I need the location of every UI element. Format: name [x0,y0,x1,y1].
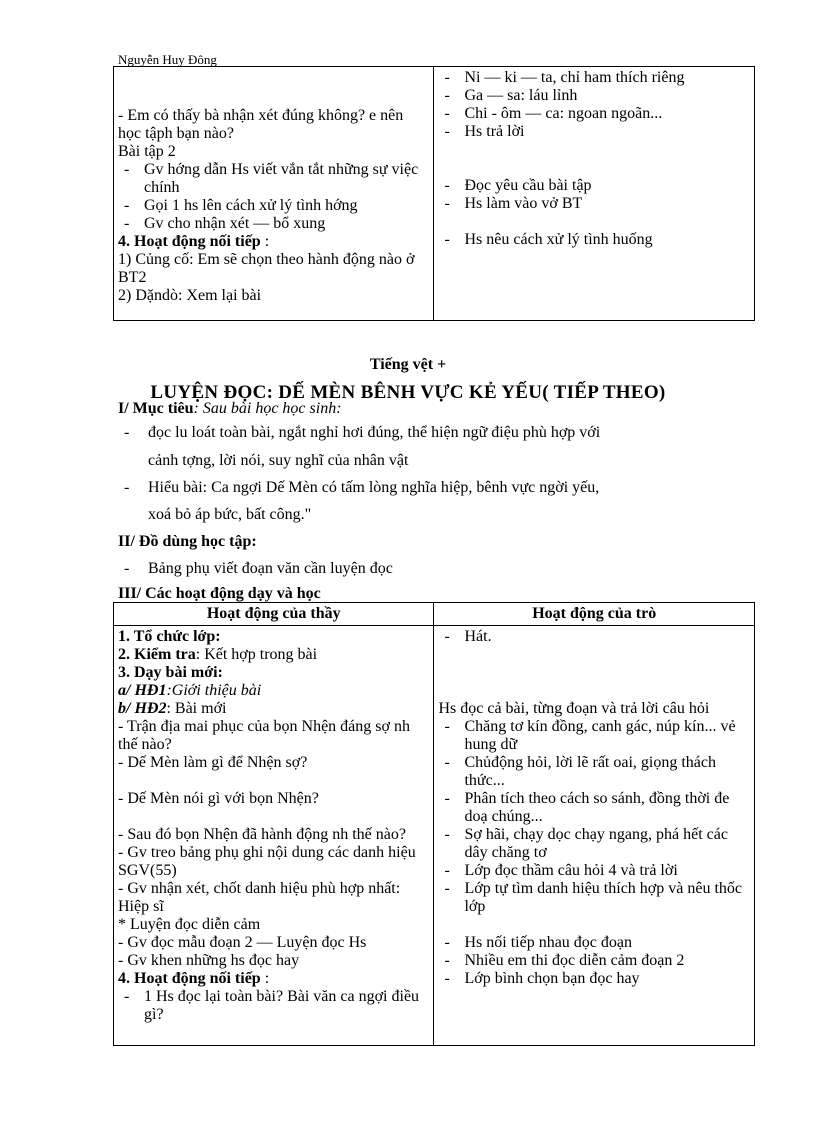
list-item: - Chăng tơ kín đồng, canh gác, núp kín... vẻ hung dữ [438,718,750,754]
step-heading: 3. Dạy bài mới: [118,664,223,681]
teacher-column-cell [114,67,434,321]
objective-line: xoá bỏ áp bức, bất công." [148,506,312,523]
materials-item: Bảng phụ viết đoạn văn cần luyện đọc [148,560,393,577]
activity-heading: 4. Hoạt động nối tiếp [118,970,261,987]
list-item: - Hs nêu cách xử lý tình huống [438,231,750,249]
step-heading: 2. Kiểm tra [118,646,196,663]
heading-colon: : [260,970,270,987]
step-text: :Giới thiệu bài [166,682,262,699]
question-text: - Gv khen những hs đọc hay [118,952,300,969]
objective-line: cảnh tợng, lời nói, suy nghĩ của nhân vật [148,452,409,469]
list-item: - 1 Hs đọc lại toàn bài? Bài văn ca ngợi điều gì? [118,988,429,1024]
teacher-column-cell [114,626,434,1046]
homework-text: 2) Dặndò: Xem lại bài [118,287,262,304]
list-item: - Lớp đọc thầm câu hỏi 4 và trả lời [438,862,750,880]
step-heading: a/ HĐ1 [118,682,167,699]
objectives-intro: : Sau bài học học sinh: [193,400,342,417]
step-text: : Kết hợp trong bài [195,646,318,663]
activity-table-continued [113,66,755,321]
dash-marker: - [124,424,130,441]
list-item: - Ga — sa: láu lỉnh [438,87,750,105]
question-text: - Dế Mèn nói gì với bọn Nhện? [118,790,319,807]
list-item: - Gọi 1 hs lên cách xử lý tình hớng [118,197,429,215]
objective-line: đọc lu loát toàn bài, ngắt nghỉ hơi đúng, thể hiện ngữ điệu phù hợp với [148,424,601,441]
list-item: - Hát. [438,628,750,646]
student-column-cell [434,67,755,321]
question-text: - Gv treo bảng phụ ghi nội dung các danh hiệu SGV(55) [118,844,416,879]
response-text: Hs đọc cả bài, từng đoạn và trả lời câu hỏi [438,700,710,717]
question-text: - Sau đó bọn Nhện đã hành động nh thế nào? [118,826,406,843]
list-item: - Sợ hãi, chạy dọc chạy ngang, phá hết các dây chăng tơ [438,826,750,862]
step-text: : Bài mới [166,700,227,717]
teacher-column-header: Hoạt động của thầy [114,603,434,626]
heading-colon: : [260,233,270,250]
list-item: - Lớp bình chọn bạn đọc hay [438,970,750,988]
objective-line: Hiểu bài: Ca ngợi Dế Mèn có tấm lòng nghĩa hiệp, bênh vực ngời yếu, [148,479,600,496]
question-text: - Trận địa mai phục của bọn Nhện đáng sợ nh thế nào? [118,718,410,753]
student-column-cell [434,626,755,1046]
list-item: - Lớp tự tìm danh hiệu thích hợp và nêu thốc lớp [438,880,750,916]
activity-table [113,602,755,1046]
activity-heading: 4. Hoạt động nối tiếp [118,233,261,250]
list-item: - Nhiều em thi đọc diễn cảm đoạn 2 [438,952,750,970]
dash-marker: - [124,479,130,496]
dash-marker: - [124,560,130,577]
question-text: - Em có thấy bà nhận xét đúng không? e nên học tậph bạn nào? [118,107,404,142]
list-item: - Chi - ôm — ca: ngoan ngoãn... [438,105,750,123]
list-item: - Phân tích theo cách so sánh, đồng thời đe doạ chúng... [438,790,750,826]
student-column-header: Hoạt động của trò [434,603,755,626]
subject-title: Tiếng vệt + [369,356,447,373]
objectives-heading [118,400,342,418]
materials-heading: II/ Đồ dùng học tập: [118,533,257,550]
list-item: - Chủđộng hỏi, lời lẽ rất oai, giọng thách thức... [438,754,750,790]
question-text: - Dế Mèn làm gì để Nhện sợ? [118,754,308,771]
list-item: - Hs làm vào vở BT [438,195,750,213]
question-text: - Gv đọc mẫu đoạn 2 — Luyện đọc Hs [118,934,367,951]
list-item: - Hs trả lời [438,123,750,141]
list-item: - Gv cho nhận xét — bổ xung [118,215,429,233]
page-header-author: Nguyễn Huy Đông [118,52,217,67]
objectives-label: I/ Mục tiêu [118,400,194,417]
list-item: - Hs nối tiếp nhau đọc đoạn [438,934,750,952]
consolidation-text: 1) Củng cố: Em sẽ chọn theo hành động nào ở BT2 [118,251,415,286]
list-item: - Đọc yêu cầu bài tập [438,177,750,195]
list-item: - Gv hớng dẫn Hs viết vắn tắt những sự việc chính [118,161,429,197]
question-text: * Luyện đọc diễn cảm [118,916,261,933]
question-text: - Gv nhận xét, chốt danh hiệu phù hợp nhất: Hiệp sĩ [118,880,401,915]
exercise-label: Bài tập 2 [118,143,176,160]
list-item: - Ni — ki — ta, chỉ ham thích riêng [438,69,750,87]
step-heading: 1. Tổ chức lớp: [118,628,221,645]
step-heading: b/ HĐ2 [118,700,167,717]
lesson-title: LUYỆN ĐỌC: DẾ MÈN BÊNH VỰC KẺ YẾU( TIẾP THEO) [150,382,666,403]
activities-heading: III/ Các hoạt động dạy và học [118,585,321,602]
